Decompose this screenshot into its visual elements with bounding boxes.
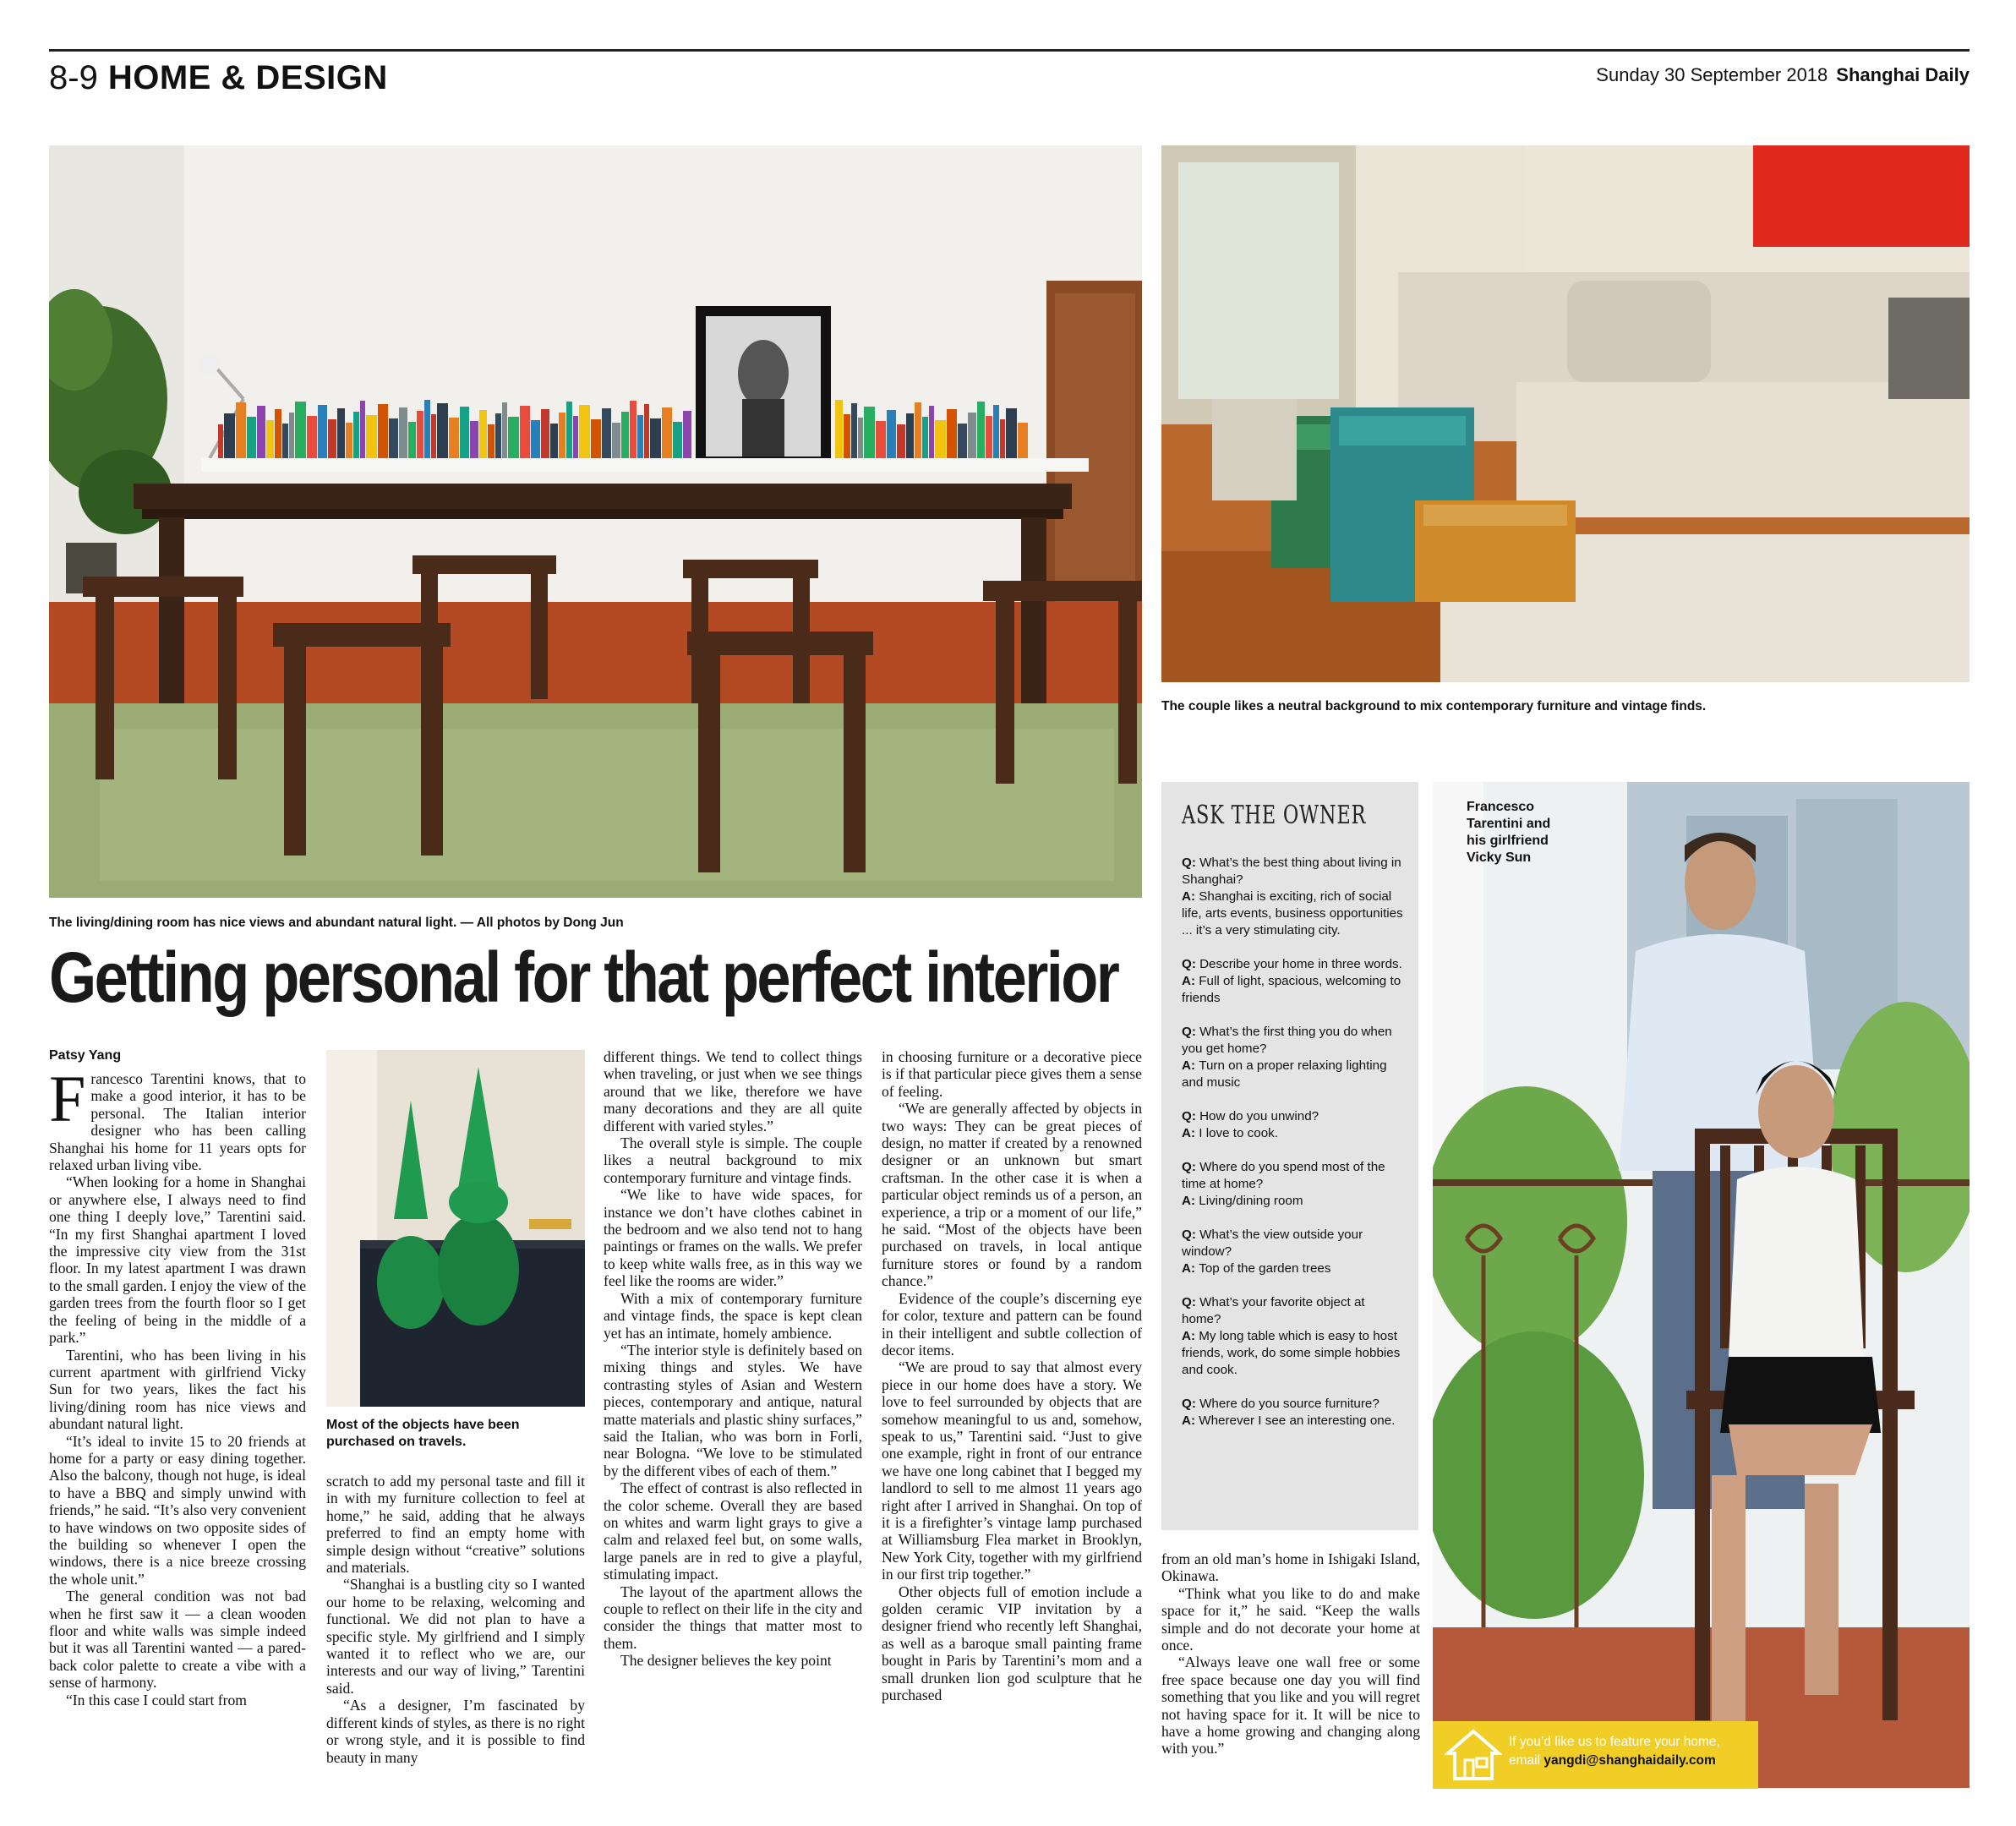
book-spine [337, 408, 345, 458]
book-spine [683, 411, 691, 458]
book-spine [612, 423, 620, 458]
book-spine [328, 419, 336, 458]
book-spine [366, 415, 377, 458]
ask-the-owner-title: ASK THE OWNER [1182, 801, 1367, 830]
col2-para-2: “Shanghai is a bustling city so I wanted our home to be relaxing, welcoming and functional. We did not plan to have a specific style. My girlfriend and I simply wanted it to reflect who we are, our interests and our way of living,” Tarentini said. [326, 1576, 585, 1697]
book-spine [378, 404, 388, 458]
answer: Top of the garden trees [1199, 1261, 1331, 1276]
book-spine [915, 402, 921, 458]
book-spine [858, 418, 863, 458]
col4-para-1: in choosing furniture or a decorative piece is if that particular piece gives them a sense of feeling. [882, 1048, 1142, 1100]
section-title: HOME & DESIGN [107, 59, 388, 96]
vases-caption: Most of the objects have been purchased on travels. [326, 1418, 520, 1449]
col3-para-8: The designer believes the key point [620, 1652, 832, 1670]
col2-para-3: “As a designer, I’m fascinated by different kinds of styles, as there is no right or wrong style, and it is possible to find beauty in many [326, 1697, 585, 1766]
book-spine [282, 424, 288, 458]
question: What’s the view outside your window? [1182, 1227, 1363, 1259]
book-spine [929, 406, 934, 458]
headline: Getting personal for that perfect interior [49, 938, 1118, 1017]
question: How do you unwind? [1199, 1109, 1319, 1123]
book-spine [224, 413, 235, 458]
book-spine [968, 413, 976, 458]
question: What’s your favorite object at home? [1182, 1295, 1365, 1326]
question: What’s the best thing about living in Shanghai? [1182, 856, 1401, 887]
book-spine [495, 413, 501, 458]
dining-room-photo [49, 145, 1142, 898]
book-spine [257, 406, 265, 458]
answer: Shanghai is exciting, rich of social life, arts events, business opportunities ... it’s a very stimulating city. [1182, 889, 1403, 938]
col1-para-5: The general condition was not bad when he first saw it — a clean wooden floor and white walls was simple indeed but it was all Tarentini wanted — a pared-back color palette to create a vibe with a sense of harmony. [49, 1588, 306, 1692]
col5-para-1: from an old man’s home in Ishigaki Island, Okinawa. [1161, 1550, 1420, 1585]
ask-the-owner-box [1161, 782, 1418, 1530]
qa-item: Q: What’s the best thing about living in Shanghai? A: Shanghai is exciting, rich of social life, arts events, business opportunities ... it’s a very stimulating city. [1182, 856, 1403, 938]
book-spine [1018, 423, 1028, 458]
book-spine [275, 409, 281, 458]
book-spine [986, 416, 992, 458]
book-spine [876, 421, 886, 458]
article-column-3 [604, 1048, 862, 1670]
book-spine [295, 402, 306, 458]
feature-your-home-banner [1433, 1721, 1758, 1789]
book-spine [906, 413, 914, 458]
book-spine [1000, 419, 1005, 458]
article-column-5 [1161, 1550, 1420, 1758]
dateline [1596, 64, 1970, 86]
book-spine [559, 413, 565, 458]
book-spine [289, 413, 294, 458]
book-spine [449, 418, 459, 458]
book-spine [247, 417, 256, 458]
book-spine [1006, 408, 1017, 458]
book-spine [502, 402, 507, 458]
col3-para-7: The layout of the apartment allows the couple to reflect on their life in the city and consider the things that matter most to them. [604, 1583, 862, 1652]
portrait-caption-line: Francesco [1467, 800, 1535, 814]
book-spine [550, 424, 558, 458]
book-spine [508, 417, 519, 458]
book-spine [644, 404, 649, 458]
book-spine [346, 423, 352, 458]
col4-para-4: “We are proud to say that almost every piece in our home does have a story. We love to feel surrounded by objects that are somehow meaningful to us and, somehow, speak to us,” Tarentini said. “Just to give one example, right in front of our entrance we have one long cabinet that I begged my landlord to sell to me almost 11 years ago right after I arrived in Shanghai. On top of it is a firefighter’s vintage lamp purchased at Williamsburg Flea market in Brooklyn, New York City, together with my girlfriend in our first trip together.” [882, 1359, 1142, 1583]
book-spine [399, 407, 407, 458]
banner-email-prefix: email [1509, 1753, 1544, 1768]
question: Describe your home in three words. [1199, 957, 1402, 971]
sofa-caption: The couple likes a neutral background to mix contemporary furniture and vintage finds. [1161, 699, 1707, 713]
answer: Wherever I see an interesting one. [1199, 1413, 1396, 1428]
col4-para-3: Evidence of the couple’s discerning eye for color, texture and pattern can be found in their intelligent and subtle collection of decor items. [882, 1289, 1142, 1359]
book-spine [958, 424, 967, 458]
book-spine [579, 405, 590, 458]
col3-para-4: With a mix of contemporary furniture and vintage finds, the space is kept clean yet has an intimate, homely ambience. [604, 1289, 862, 1342]
portrait-caption-line: Tarentini and [1467, 817, 1551, 831]
book-spine [630, 401, 636, 458]
book-spine [673, 422, 682, 458]
question: What’s the first thing you do when you get home? [1182, 1025, 1392, 1056]
book-spine [488, 424, 494, 458]
book-spine [437, 403, 448, 458]
col5-para-3: “Always leave one wall free or some free space because one day you will find something that you like and you will regret not having space for it. It will be nice to have a home growing and changing along with you.” [1161, 1654, 1420, 1758]
book-spine [602, 408, 611, 458]
banner-line-2 [1509, 1752, 1720, 1770]
book-spine [573, 416, 578, 458]
home-icon [1445, 1728, 1502, 1782]
answer: I love to cook. [1199, 1126, 1278, 1140]
book-spine [266, 420, 274, 458]
banner-text [1509, 1733, 1720, 1770]
book-spine [844, 414, 850, 458]
col5-para-2: “Think what you like to do and make space for it,” he said. “Keep the walls simple and do not decorate your home at once. [1161, 1584, 1420, 1654]
book-spine [887, 410, 896, 458]
col3-para-5: “The interior style is definitely based on mixing things and styles. We have contrasting styles of Asian and Western pieces, contemporary and antique, natural matte materials and plastic shiny surfaces,” said the Italian, who was born in Forli, near Bologna. “We love to be stimulated by the different vibes of each of them.” [604, 1341, 862, 1479]
publication-name: Shanghai Daily [1836, 64, 1970, 85]
col4-para-2: “We are generally affected by objects in two ways: They can be great pieces of design, no matter if created by a renowned designer or an unknown but smart craftsman. In the other case it is when a particular object reminds us of a person, an experience, a trip or a moment of our life,” he said. “Most of the objects have been purchased on travels, in local antique furniture stores or found by a random chance.” [882, 1100, 1142, 1290]
col1-para-6: “In this case I could start from [66, 1691, 247, 1708]
book-spine [566, 402, 572, 458]
book-spine [218, 424, 223, 458]
book-spine [353, 412, 359, 458]
issue-date: Sunday 30 September 2018 [1596, 64, 1828, 85]
book-spine [389, 418, 398, 458]
masthead-rule [49, 49, 1970, 52]
book-spine [541, 409, 549, 458]
question: Where do you spend most of the time at home? [1182, 1160, 1385, 1191]
book-spine [479, 410, 487, 458]
col2-para-1: scratch to add my personal taste and fill it in with my furniture collection to feel at home,” he said, adding that he always preferred to find an empty home with simple design without “creative” solutions and materials. [326, 1473, 585, 1577]
book-spine [236, 402, 246, 458]
book-spine [318, 405, 327, 458]
book-spine [424, 400, 430, 458]
qa-item: Q: What’s your favorite object at home? A: My long table which is easy to host friends, work, do some simple hobbies and cook. [1182, 1295, 1401, 1377]
book-spine [431, 414, 436, 458]
book-spine [591, 419, 601, 458]
article-column-4 [882, 1048, 1142, 1703]
book-spine [621, 412, 629, 458]
book-spine [947, 409, 957, 458]
book-spine [531, 420, 540, 458]
byline: Patsy Yang [49, 1048, 122, 1063]
col1-para-3: Tarentini, who has been living in his current apartment with girlfriend Vicky Sun for two years, likes the fact his living/dining room has nice views and abundant natural light. [49, 1346, 306, 1433]
book-spine [307, 416, 317, 458]
vases-photo [326, 1050, 585, 1407]
book-spine [650, 418, 661, 458]
qa-item: Q: Where do you spend most of the time at home? A: Living/dining room [1182, 1160, 1385, 1208]
book-spine [851, 403, 857, 458]
article-column-1 [49, 1062, 306, 1708]
col1-para-1 [49, 1062, 306, 1174]
book-spine [864, 407, 875, 458]
book-spine [520, 406, 530, 458]
book-spine [977, 402, 985, 458]
book-spine [835, 400, 843, 458]
col4-para-5: Other objects full of emotion include a golden ceramic VIP invitation by a designer friend who recently left Shanghai, as well as a baroque small painting frame bought in Paris by Tarentini’s mom and a small drunken lion god sculpture that he purchased [882, 1583, 1142, 1704]
dining-room-caption: The living/dining room has nice views and abundant natural light. — All photos by Dong Jun [49, 916, 624, 930]
col3-para-2: The overall style is simple. The couple likes a neutral background to mix contemporary furniture and vintage finds. [604, 1134, 862, 1186]
banner-line-1: If you’d like us to feature your home, [1509, 1735, 1720, 1749]
col3-para-1: different things. We tend to collect things when traveling, or just when we see things around that we like, therefore we have many decorations and they are all quite different with varied styles.” [604, 1048, 862, 1134]
answer: Living/dining room [1199, 1194, 1303, 1208]
qa-item: Q: How do you unwind? A: I love to cook. [1182, 1109, 1319, 1140]
book-spine [637, 415, 643, 458]
answer: Turn on a proper relaxing lighting and music [1182, 1058, 1387, 1090]
col1-para-1-text: rancesco Tarentini knows, that to make a good interior, it has to be personal. The Italian interior designer who has been calling Shanghai his home for 11 years opts for relaxed urban living vibe. [49, 1070, 306, 1174]
portrait-caption-line: Vicky Sun [1467, 850, 1532, 865]
qa-item: Q: Describe your home in three words. A: Full of light, spacious, welcoming to friends [1182, 957, 1402, 1005]
book-spine [417, 411, 423, 458]
dropcap: F [49, 1062, 86, 1135]
qa-item: Q: What’s the view outside your window? A: Top of the garden trees [1182, 1227, 1363, 1276]
book-spine [935, 420, 946, 458]
book-spine [360, 401, 365, 458]
col1-para-2: “When looking for a home in Shanghai or anywhere else, I always need to find one thing I deeply love,” Tarentini said. “In my first Shanghai apartment I loved the impressive city view from the 31st floor. In my latest apartment I was drawn to the small garden. I enjoy the view of the garden trees from the fourth floor so I get the feeling of being in the middle of a park.” [49, 1173, 306, 1347]
question: Where do you source furniture? [1199, 1397, 1380, 1411]
book-spine [897, 424, 905, 458]
book-spine [470, 421, 478, 458]
portrait-photo [1433, 782, 1970, 1788]
page-numbers: 8-9 [49, 59, 98, 96]
book-spine [408, 422, 416, 458]
book-spine [460, 407, 469, 458]
col3-para-6: The effect of contrast is also reflected in the color scheme. Overall they are based on whites and warm light grays to give a calm and relaxed feel but, on some walls, large panels are in red to give a playful, stimulating impact. [604, 1479, 862, 1583]
col3-para-3: “We like to have wide spaces, for instance we don’t have clothes cabinet in the bedroom and we also tend not to hang paintings or frames on the walls. We prefer to keep white walls free, as in this way we feel like the rooms are wider.” [604, 1186, 862, 1290]
article-column-2 [326, 1473, 585, 1766]
portrait-caption [1467, 799, 1550, 867]
book-spine [662, 407, 672, 458]
banner-email-link[interactable]: yangdi@shanghaidaily.com [1543, 1753, 1716, 1768]
col1-para-4: “It’s ideal to invite 15 to 20 friends at home for a party or easy dining together. Also the balcony, though not huge, is ideal to have a BBQ and simply unwind with friends,” he said. “It’s also very convenient to have windows on two opposite sides of the building so whenever I open the windows, there is a nice breeze crossing the whole unit.” [49, 1432, 306, 1588]
qa-list [1182, 855, 1405, 1446]
answer: Full of light, spacious, welcoming to friends [1182, 974, 1401, 1005]
qa-item: Q: What’s the first thing you do when you get home? A: Turn on a proper relaxing lighting and music [1182, 1025, 1392, 1090]
answer: My long table which is easy to host friends, work, do some simple hobbies and cook. [1182, 1329, 1401, 1377]
section-header [49, 59, 388, 97]
portrait-caption-line: his girlfriend [1467, 834, 1549, 848]
sofa-photo [1161, 145, 1970, 682]
book-spine [993, 405, 999, 458]
book-spine [922, 417, 928, 458]
qa-item: Q: Where do you source furniture? A: Wherever I see an interesting one. [1182, 1397, 1396, 1428]
